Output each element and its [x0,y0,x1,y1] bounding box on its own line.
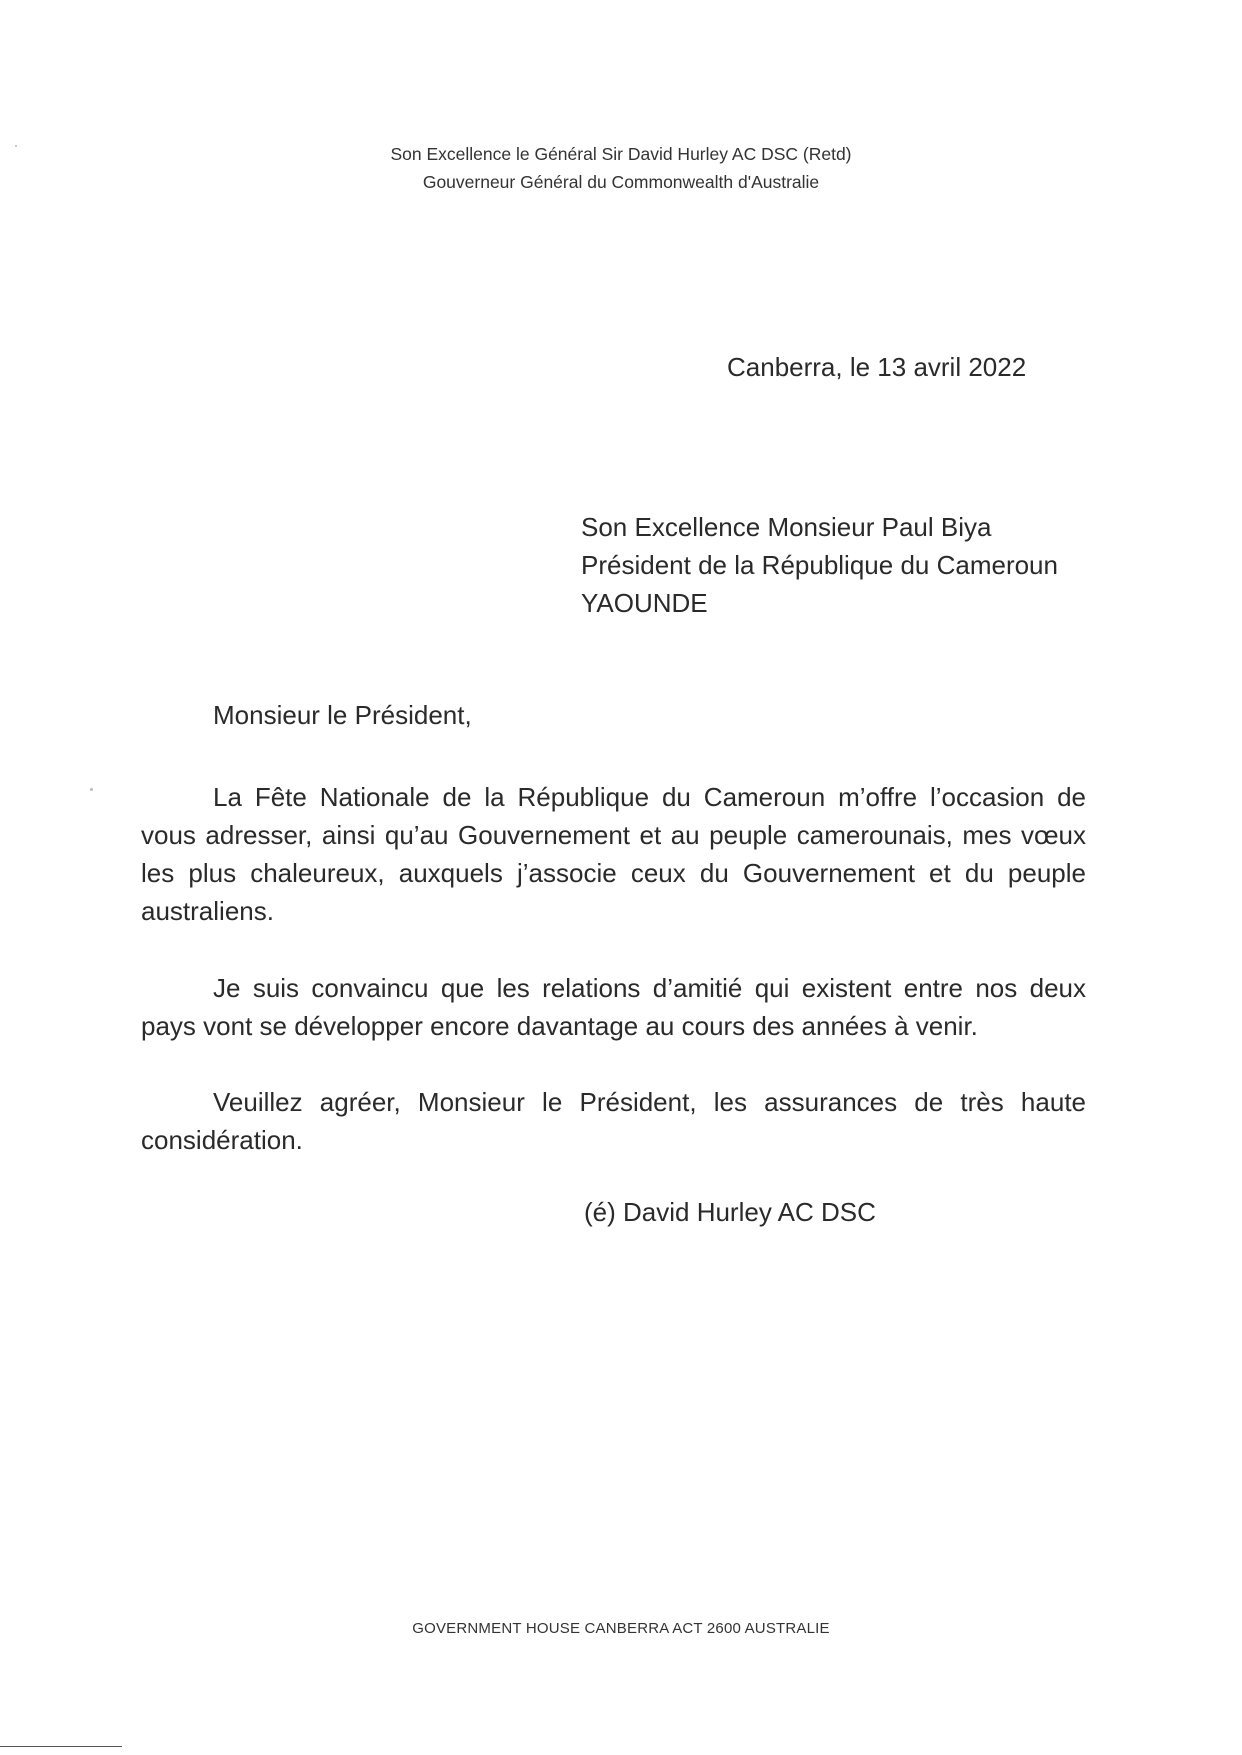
body-paragraph: La Fête Nationale de la République du Cameroun m’offre l’occasion de vous adresser, ainsi qu’au Gouvernement et au peuple camerounais, mes vœux les plus chaleureux, auxquels j’associe ceux du Gouvernement et du peuple australiens. [141,782,1086,926]
signature: (é) David Hurley AC DSC [584,1197,876,1227]
sender-block [0,140,1242,196]
recipient-title: Président de la République du Cameroun [581,550,1058,580]
body-paragraph: Je suis convaincu que les relations d’amitié qui existent entre nos deux pays vont se développer encore davantage au cours des années à venir. [141,973,1086,1041]
recipient-block [581,508,1058,622]
scan-speck [15,145,17,147]
footer-address: GOVERNMENT HOUSE CANBERRA ACT 2600 AUSTRALIE [412,1620,830,1637]
sender-name: Son Excellence le Général Sir David Hurley AC DSC (Retd) [390,144,852,164]
letter-date: Canberra, le 13 avril 2022 [727,352,1027,382]
recipient-name: Son Excellence Monsieur Paul Biya [581,512,992,542]
scan-speck [90,788,93,791]
recipient-city: YAOUNDE [581,588,708,618]
salutation: Monsieur le Président, [213,700,472,730]
sender-title: Gouverneur Général du Commonwealth d'Australie [422,172,820,192]
footer-rule [0,1746,122,1747]
body-paragraph: Veuillez agréer, Monsieur le Président, les assurances de très haute considération. [141,1087,1086,1155]
